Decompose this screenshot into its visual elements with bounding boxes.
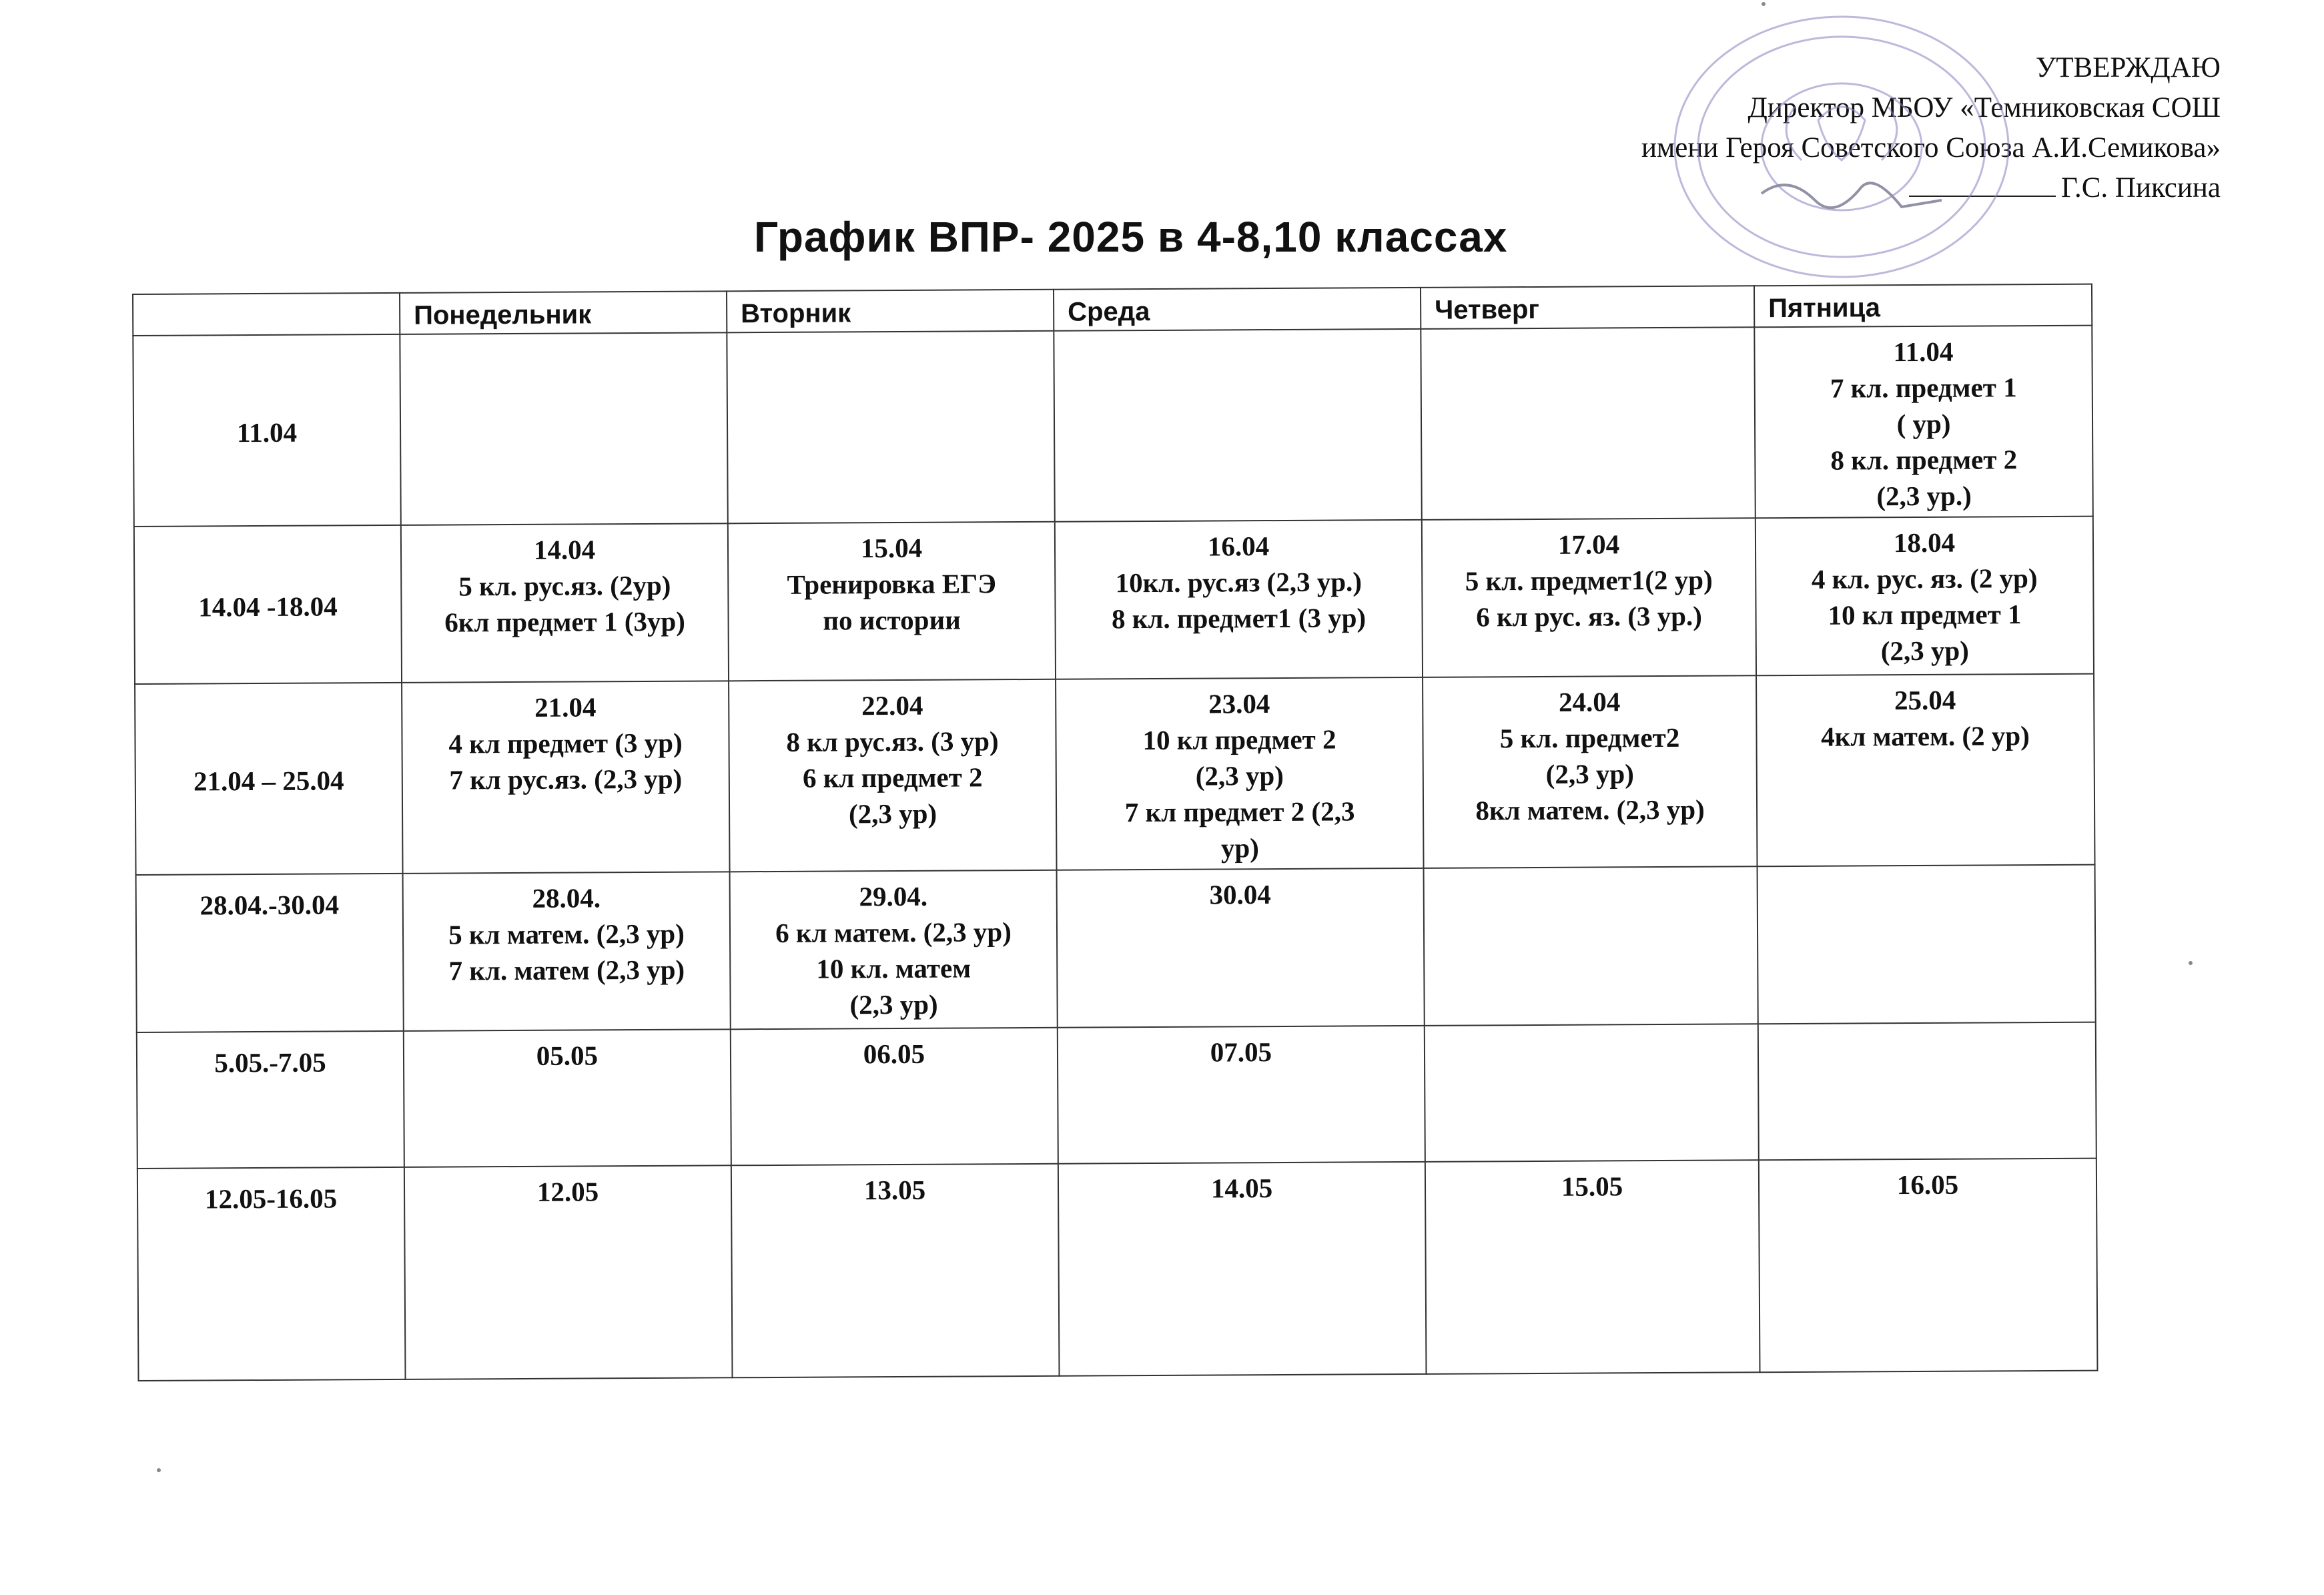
vpr-schedule-table xyxy=(132,284,2098,1381)
cell-text: 7 кл предмет 2 (2,3 xyxy=(1124,795,1355,828)
cell-text: 16.04 xyxy=(1207,531,1270,562)
cell-text: 6 кл матем. (2,3 ур) xyxy=(775,916,1012,948)
cell-text: 25.04 xyxy=(1894,684,1956,716)
cell-text: (2,3 ур.) xyxy=(1876,480,1972,512)
cell-text: 6кл предмет 1 (3ур) xyxy=(444,605,685,638)
cell-text: 8 кл рус.яз. (3 ур) xyxy=(786,725,999,757)
cell-text: Тренировка ЕГЭ xyxy=(787,568,997,600)
cell-text: 15.04 xyxy=(860,532,923,564)
cell-text: 8 кл. предмет 2 xyxy=(1830,444,2018,476)
week-range-cell: 12.05-16.05 xyxy=(137,1167,406,1381)
cell-text: 30.04 xyxy=(1209,879,1271,910)
approval-position: Директор МБОУ «Темниковская СОШ xyxy=(1748,92,2221,123)
cell-text: 8кл матем. (2,3 ур) xyxy=(1475,793,1705,826)
cell-text: 6 кл предмет 2 xyxy=(802,761,983,793)
approval-heading: УТВЕРЖДАЮ xyxy=(2035,52,2221,83)
cell-text: 24.04 xyxy=(1558,686,1621,717)
cell-text: 28.04. xyxy=(532,882,601,914)
cell-text: 10 кл предмет 1 xyxy=(1828,599,2022,631)
school-stamp-seal xyxy=(1661,7,2022,287)
cell-text: 4 кл. рус. яз. (2 ур) xyxy=(1811,563,2038,595)
cell-text: по истории xyxy=(823,604,961,636)
cell-text: (2,3 ур) xyxy=(848,798,937,830)
cell-text: (2,3 ур) xyxy=(1545,758,1634,789)
scan-speck xyxy=(1762,2,1766,6)
cell-text: 12.05 xyxy=(536,1176,599,1207)
cell-text: 07.05 xyxy=(1210,1036,1272,1068)
cell-text: 21.04 xyxy=(534,691,597,723)
schedule-cell xyxy=(728,522,1056,681)
cell-text: ур) xyxy=(1220,832,1259,864)
cell-text: 5 кл матем. (2,3 ур) xyxy=(448,918,685,950)
header-thursday: Четверг xyxy=(1421,286,1754,329)
schedule-cell xyxy=(731,1164,1060,1378)
cell-text: (2,3 ур) xyxy=(849,988,938,1020)
schedule-cell xyxy=(400,332,727,525)
schedule-cell xyxy=(1421,327,1755,520)
schedule-cell xyxy=(1758,865,2096,1024)
week-range-cell: 21.04 – 25.04 xyxy=(135,683,402,875)
schedule-cell xyxy=(1425,1024,1759,1162)
schedule-cell xyxy=(1759,1159,2098,1373)
cell-text: 8 кл. предмет1 (3 ур) xyxy=(1111,602,1367,635)
schedule-cell xyxy=(1054,329,1421,522)
cell-text: 14.04 xyxy=(533,534,596,565)
schedule-cell xyxy=(1424,866,1758,1026)
table-row xyxy=(134,517,2094,684)
schedule-cell xyxy=(1055,520,1423,679)
week-range-cell: 11.04 xyxy=(133,334,400,527)
table-row xyxy=(136,865,2096,1032)
cell-text: 15.05 xyxy=(1561,1171,1623,1202)
week-range-cell: 14.04 -18.04 xyxy=(134,525,402,684)
cell-text: 18.04 xyxy=(1893,527,1956,559)
cell-text: 06.05 xyxy=(863,1038,925,1070)
cell-text: 4 кл предмет (3 ур) xyxy=(448,727,683,759)
cell-text: 5 кл. предмет2 xyxy=(1499,721,1680,754)
cell-text: 7 кл рус.яз. (2,3 ур) xyxy=(449,763,683,795)
schedule-cell xyxy=(1422,518,1756,677)
week-range-cell: 5.05.-7.05 xyxy=(137,1031,404,1169)
cell-text: 14.05 xyxy=(1210,1173,1273,1204)
cell-text: 22.04 xyxy=(861,689,923,721)
table-row xyxy=(133,326,2092,527)
cell-text: 5 кл. предмет1(2 ур) xyxy=(1465,564,1713,597)
schedule-cell xyxy=(1754,326,2092,519)
schedule-cell xyxy=(731,1028,1058,1166)
cell-text: 10 кл. матем xyxy=(816,952,972,984)
schedule-cell xyxy=(401,523,729,683)
cell-text: 05.05 xyxy=(536,1040,599,1071)
header-week xyxy=(133,293,400,336)
week-range-cell: 28.04.-30.04 xyxy=(136,874,404,1032)
header-friday: Пятница xyxy=(1754,284,2092,328)
schedule-cell xyxy=(1057,868,1425,1028)
cell-text: 10кл. рус.яз (2,3 ур.) xyxy=(1115,566,1363,599)
cell-text: 5 кл. рус.яз. (2ур) xyxy=(458,569,671,602)
cell-text: (2,3 ур) xyxy=(1880,635,1970,667)
schedule-cell xyxy=(727,331,1054,524)
approval-director-name: Г.С. Пиксина xyxy=(2060,172,2221,204)
cell-text: 11.04 xyxy=(1893,336,1954,368)
cell-text: 13.05 xyxy=(863,1174,926,1206)
cell-text: 16.05 xyxy=(1896,1169,1959,1201)
schedule-cell xyxy=(1058,1026,1425,1164)
table-row xyxy=(137,1022,2096,1169)
cell-text: 7 кл. предмет 1 xyxy=(1830,372,2017,404)
schedule-cell xyxy=(1056,677,1423,870)
header-wednesday: Среда xyxy=(1054,288,1421,331)
schedule-cell xyxy=(404,1029,731,1167)
schedule-cell xyxy=(1758,1022,2096,1161)
schedule-cell xyxy=(1756,517,2094,676)
cell-text: (2,3 ур) xyxy=(1195,759,1284,791)
cell-text: 10 кл предмет 2 xyxy=(1142,723,1336,756)
schedule-cell xyxy=(404,1165,733,1379)
cell-text: 4кл матем. (2 ур) xyxy=(1821,720,2030,752)
table-row xyxy=(135,674,2094,875)
schedule-cell xyxy=(403,872,731,1031)
schedule-cell xyxy=(402,681,729,874)
schedule-cell xyxy=(730,870,1058,1030)
schedule-cell xyxy=(1423,675,1757,868)
schedule-cell xyxy=(1425,1160,1760,1374)
cell-text: 29.04. xyxy=(859,880,928,912)
header-tuesday: Вторник xyxy=(727,290,1054,333)
header-monday: Понедельник xyxy=(400,291,727,334)
schedule-cell xyxy=(729,679,1056,872)
schedule-cell xyxy=(1058,1162,1427,1376)
page-title: График ВПР- 2025 в 4-8,10 классах xyxy=(754,213,1508,261)
scan-speck xyxy=(157,1468,161,1472)
cell-text: ( ур) xyxy=(1896,408,1951,440)
scan-speck xyxy=(2189,961,2193,965)
cell-text: 6 кл рус. яз. (3 ур.) xyxy=(1476,600,1702,633)
cell-text: 7 кл. матем (2,3 ур) xyxy=(448,954,685,986)
approval-school-name: имени Героя Советского Союза А.И.Семикова» xyxy=(1641,132,2221,164)
cell-text: 17.04 xyxy=(1557,529,1620,560)
table-row xyxy=(137,1159,2098,1381)
schedule-cell xyxy=(1756,674,2094,867)
cell-text: 23.04 xyxy=(1208,688,1270,719)
